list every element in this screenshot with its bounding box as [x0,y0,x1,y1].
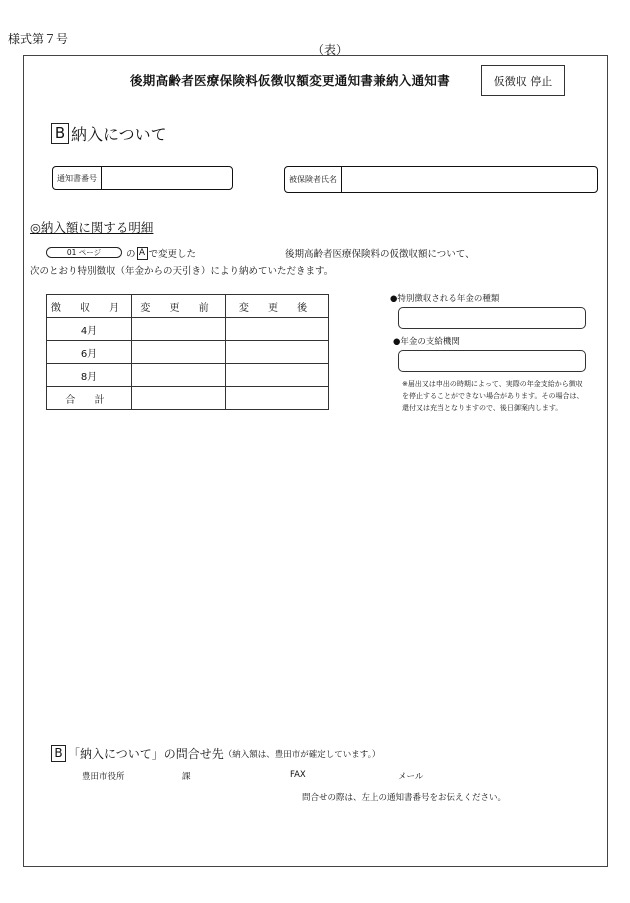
table-cell-after [226,341,329,364]
section-title: 納入について [71,125,167,144]
contact-footer: 問合せの際は、左上の通知書番号をお伝えください。 [302,793,507,803]
contact-office: 豊田市役所 [82,772,125,782]
page-ref-badge: 01 ページ [46,247,122,258]
table-row [47,318,329,341]
intro-no: の [126,249,136,260]
intro-line1-left [126,246,196,260]
notice-number-field[interactable] [52,166,233,190]
intro-a-letter: A [137,247,148,260]
document-title: 後期高齢者医療保険料仮徴収額変更通知書兼納入通知書 [130,73,451,88]
contact-fax: FAX [290,770,306,780]
intro-target: 後期高齢者医療保険料の仮徴収額について、 [285,249,475,260]
contact-sub: （納入額は、豊田市が確定しています。） [223,749,381,760]
amount-table [46,294,329,410]
table-cell-month: 6月 [47,341,132,364]
table-cell-month: 8月 [47,364,132,387]
table-row [47,341,329,364]
table-cell-after [226,387,329,410]
table-cell-month: 合 計 [47,387,132,410]
pension-type-label: ●特別徴収される年金の種類 [390,294,500,304]
contact-section: 課 [182,772,191,782]
contact-letter: B [51,745,66,762]
table-row [47,364,329,387]
side-label: （表） [312,43,349,57]
contact-heading [51,745,380,762]
refund-note: ※届出又は申出の時期によって、実際の年金支給から徴収を停止することができない場合があります。その場合は、還付又は充当となりますので、後日御案内します。 [402,380,584,412]
section-letter: B [51,123,69,144]
table-header-row [47,295,329,318]
table-row-total [47,387,329,410]
table-cell-after [226,364,329,387]
table-cell-month: 4月 [47,318,132,341]
table-cell-before [132,364,226,387]
table-header: 変 更 前 [132,295,226,318]
notice-number-label: 通知書番号 [53,167,102,189]
insured-name-field[interactable] [284,166,598,193]
form-number: 様式第７号 [8,32,69,46]
pension-agency-box[interactable] [398,350,586,372]
insured-name-label: 被保険者氏名 [285,167,342,192]
insured-name-value[interactable] [342,167,597,192]
section-heading [51,122,167,145]
contact-mail: メール [398,772,424,782]
table-cell-after [226,318,329,341]
intro-line2: 次のとおり特別徴収（年金からの天引き）により納めていただきます。 [30,266,334,277]
pension-type-box[interactable] [398,307,586,329]
contact-title: 「納入について」の問合せ先 [68,747,224,761]
table-header: 変 更 後 [226,295,329,318]
notice-number-value[interactable] [102,167,232,189]
detail-heading: ◎納入額に関する明細 [30,220,154,235]
table-cell-before [132,318,226,341]
table-header: 徴 収 月 [47,295,132,318]
table-cell-before [132,341,226,364]
pension-agency-label: ●年金の支給機関 [393,337,460,347]
table-cell-before [132,387,226,410]
intro-changed: で変更した [148,249,197,260]
stop-box: 仮徴収 停止 [481,65,565,96]
